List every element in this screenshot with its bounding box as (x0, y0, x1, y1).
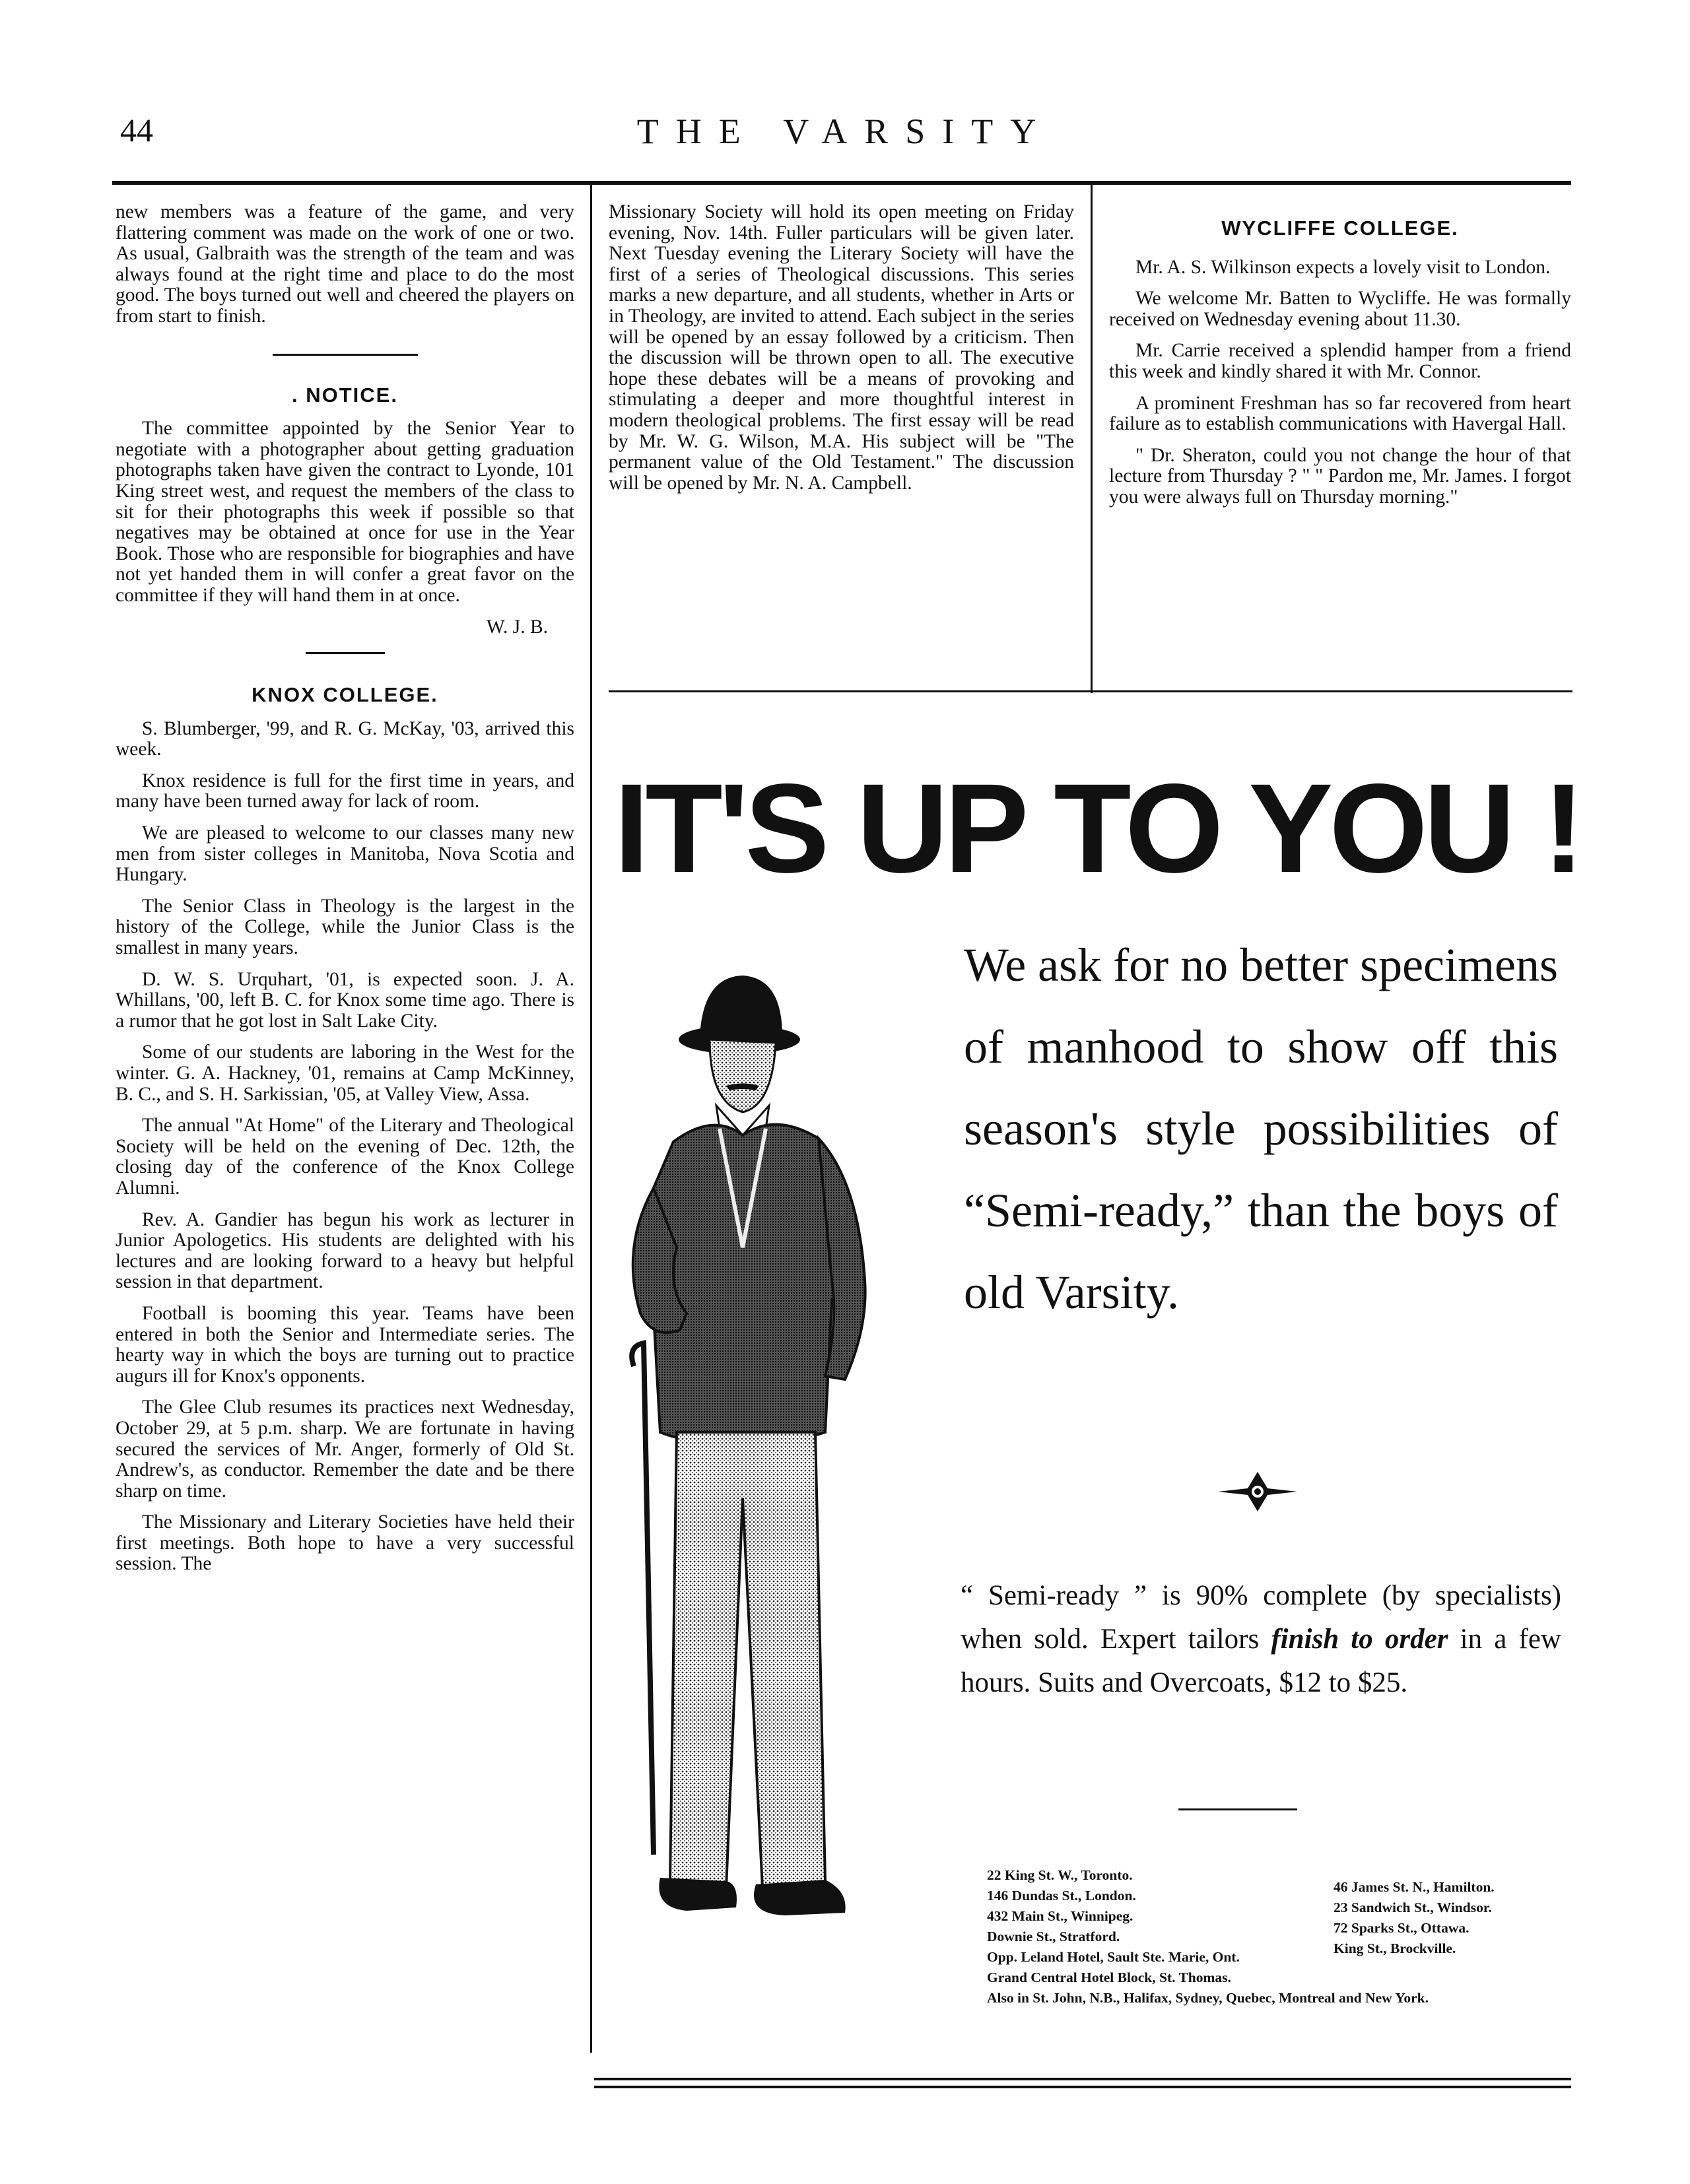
ad-detail-start: “ Semi-ready ” is 90% complete (by specialists) when sold. Expert tailors (961, 1580, 1561, 1655)
ad-detail-end: in a few hours. Suits and Overcoats, $12 to $25. (961, 1624, 1561, 1698)
column-rule-2 (1091, 185, 1093, 693)
store-address: Also in St. John, N.B., Halifax, Sydney, Quebec, Montreal and New York. (987, 1990, 1429, 2006)
missionary-text: Missionary Society will hold its open meeting on Friday evening, Nov. 14th. Fuller particulars will be given later. Next Tuesday evening the Literary Society will have the first of a series of Theological discussions. This series marks a new departure, and all students, whether in Arts or in Theology, are invited to attend. Each subject in the series will be opened by an essay followed by a criticism. Then the discussion will be thrown open to all. The executive hope these debates will be a means of provoking and stimulating a deeper and more thoughtful interest in modern theological problems. The first essay will be read by Mr. W. G. Wilson, M.A. His subject will be "The permanent value of the Old Testament." The discussion will be opened by Mr. N. A. Campbell. (609, 201, 1074, 494)
notice-signature: W. J. B. (486, 616, 548, 638)
wycliffe-paragraph: " Dr. Sheraton, could you not change the hour of that lecture from Thursday ? " " Pardon me, Mr. James. I forgot you were always full on Thursday morning." (1109, 444, 1571, 508)
masthead-title: THE VARSITY (636, 112, 1054, 151)
ad-top-rule (609, 690, 1572, 692)
ad-body-text: We ask for no better specimens of manhood to show off this season's style possibilities of “Semi-ready,” than the boys of old Varsity. (964, 939, 1558, 1319)
knox-heading: KNOX COLLEGE. (252, 683, 438, 707)
gentleman-illustration (614, 970, 944, 1973)
page-number: 44 (120, 112, 153, 149)
knox-paragraph: The Senior Class in Theology is the largest in the history of the College, while the Junior Class is the smallest in many years. (116, 895, 574, 959)
knox-paragraph: Football is booming this year. Teams have been entered in both the Senior and Intermediate series. The hearty way in which the boys are turning out to practice augurs ill for Knox's opponents. (116, 1302, 574, 1387)
store-addresses-right (1334, 1877, 1495, 1959)
bottom-rule (594, 2078, 1571, 2080)
bottom-rule (594, 2086, 1571, 2088)
knox-paragraph: Knox residence is full for the first time in years, and many have been turned away for lack of room. (116, 770, 574, 812)
store-address: Downie St., Stratford. (987, 1929, 1120, 1944)
column-1 (116, 202, 574, 1585)
knox-paragraph: The Missionary and Literary Societies have held their first meetings. Both hope to have a very successful session. The (116, 1511, 574, 1575)
knox-paragraph: Rev. A. Gandier has begun his work as lecturer in Junior Apologetics. His students are delighted with his lectures and are looking forward to a heavy but helpful session in that department. (116, 1208, 574, 1293)
column-3 (1109, 218, 1571, 519)
section-divider (306, 652, 385, 654)
knox-paragraph: Some of our students are laboring in the West for the winter. G. A. Hackney, '01, remains at Camp McKinney, B. C., and S. H. Sarkissian, '05, at Valley View, Assa. (116, 1042, 574, 1105)
header-rule (112, 181, 1571, 185)
store-address: King St., Brockville. (1334, 1940, 1456, 1956)
store-address: Opp. Leland Hotel, Sault Ste. Marie, Ont. (987, 1949, 1240, 1965)
ornament-icon (1215, 1469, 1301, 1515)
store-address: 432 Main St., Winnipeg. (987, 1908, 1133, 1924)
wycliffe-paragraph: Mr. A. S. Wilkinson expects a lovely visit to London. (1135, 256, 1551, 278)
knox-paragraph: The annual "At Home" of the Literary and Theological Society will be held on the evening of Dec. 12th, the closing day of the conference of the Knox College Alumni. (116, 1115, 574, 1199)
ad-detail-emphasis: finish to order (1271, 1624, 1448, 1655)
store-address: 146 Dundas St., London. (987, 1888, 1136, 1903)
wycliffe-paragraph: A prominent Freshman has so far recovered from heart failure as to establish communications with Havergal Hall. (1109, 392, 1571, 435)
wycliffe-heading: WYCLIFFE COLLEGE. (1221, 216, 1459, 240)
game-report-text: new members was a feature of the game, and very flattering comment was made on the work of one or two. As usual, Galbraith was the strength of the team and was always found at the right time and place to do the most good. The boys turned out well and cheered the players on from start to finish. (116, 201, 574, 327)
wycliffe-paragraph: We welcome Mr. Batten to Wycliffe. He was formally received on Wednesday evening about 11.30. (1109, 288, 1571, 330)
store-address: 23 Sandwich St., Windsor. (1334, 1900, 1492, 1915)
ad-headline: IT'S UP TO YOU ! (614, 757, 1581, 899)
store-address: 22 King St. W., Toronto. (987, 1867, 1133, 1883)
knox-paragraph: D. W. S. Urquhart, '01, is expected soon. J. A. Whillans, '00, left B. C. for Knox some time ago. There is a rumor that he got lost in Salt Lake City. (116, 968, 574, 1032)
store-address: 46 James St. N., Hamilton. (1334, 1879, 1495, 1895)
store-address: Grand Central Hotel Block, St. Thomas. (987, 1969, 1231, 1985)
ad-detail-text (961, 1574, 1561, 1705)
knox-paragraph: The Glee Club resumes its practices next Wednesday, October 29, at 5 p.m. sharp. We are fortunate in having secured the services of Mr. Anger, formerly of Old St. Andrew's, as conductor. Remember the date and be there sharp on time. (116, 1397, 574, 1502)
ad-divider (1178, 1808, 1297, 1810)
wycliffe-paragraph: Mr. Carrie received a splendid hamper from a friend this week and kindly shared it with Mr. Connor. (1109, 340, 1571, 382)
column-2 (609, 202, 1074, 504)
notice-heading: . NOTICE. (292, 383, 398, 407)
section-divider (273, 354, 418, 356)
column-rule-1 (590, 185, 592, 2053)
knox-paragraph: S. Blumberger, '99, and R. G. McKay, '03, arrived this week. (116, 717, 574, 760)
store-address: 72 Sparks St., Ottawa. (1334, 1920, 1470, 1936)
knox-paragraph: We are pleased to welcome to our classes many new men from sister colleges in Manitoba, Nova Scotia and Hungary. (116, 822, 574, 886)
notice-text: The committee appointed by the Senior Year to negotiate with a photographer about getting graduation photographs taken have given the contract to Lyonde, 101 King street west, and request the members of the class to sit for their photographs this week if possible so that negatives may be obtained at once for use in the Year Book. Those who are responsible for biographies and have not yet handed them in will confer a great favor on the committee if they will hand them in at once. (116, 418, 574, 606)
